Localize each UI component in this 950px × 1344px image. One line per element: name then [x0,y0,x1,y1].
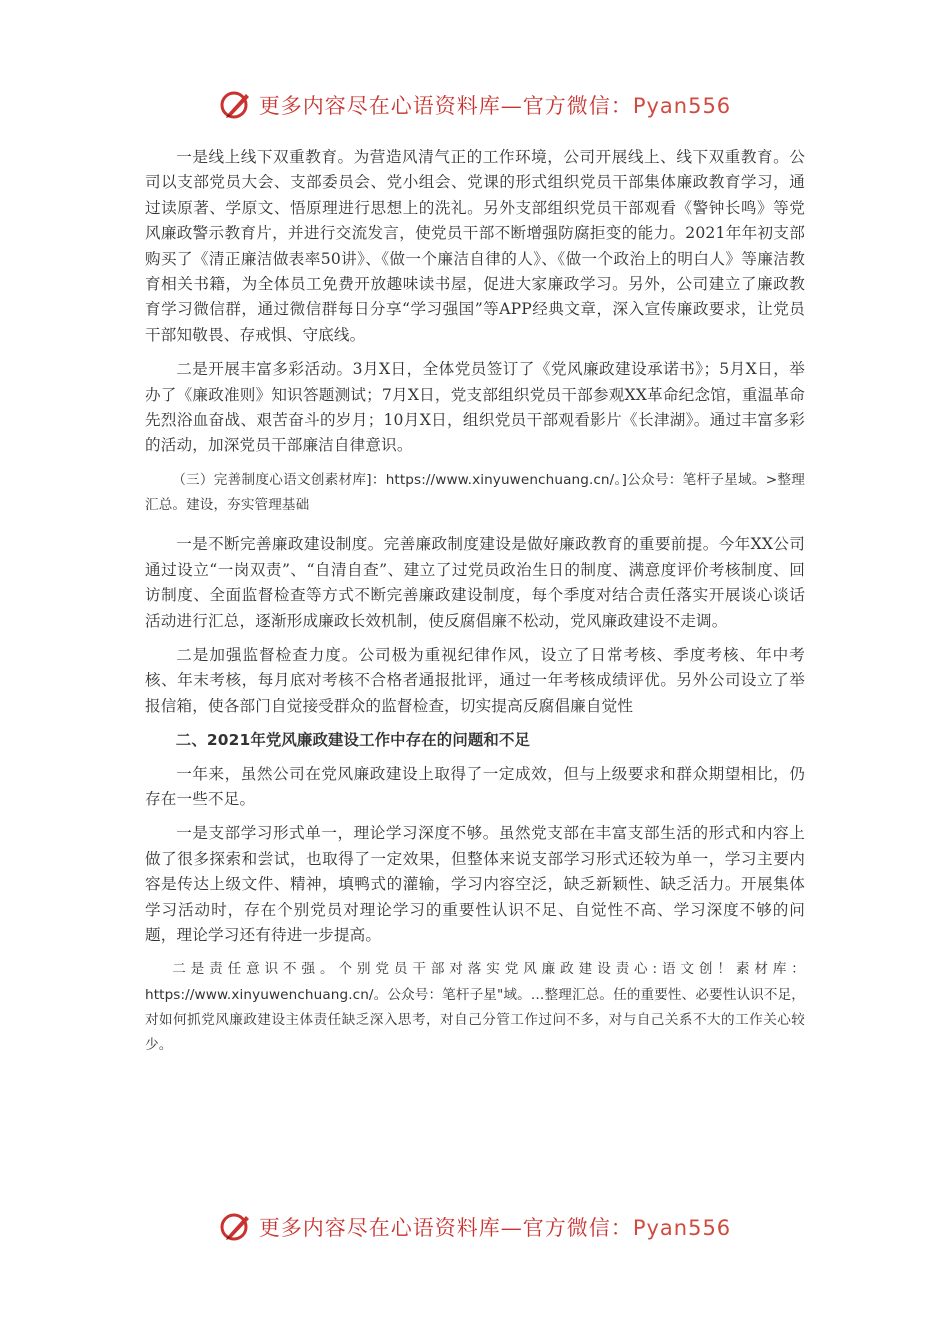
banner-label: 更多内容尽在心语资料库—官方微信： [258,94,633,118]
pen-circle-logo-icon [219,1210,253,1244]
section-heading-problems: 二、2021年党风廉政建设工作中存在的问题和不足 [175,731,531,750]
banner-label: 更多内容尽在心语资料库—官方微信： [258,1216,633,1240]
paragraph-activities: 二是开展丰富多彩活动。3月X日，全体党员签订了《党风廉政建设承诺书》；5月X日，举办了《廉政准则》知识答题测试；7月X日，党支部组织党员干部参观XX革命纪念馆，重温革命先烈浴血奋战、艰苦奋斗的岁月；10月X日，组织党员干部观看影片《长津湖》。通过丰富多彩的活动，加深党员干部廉洁自律意识。 [145,360,805,455]
paragraph-supervision: 二是加强监督检查力度。公司极为重视纪律作风，设立了日常考核、季度考核、年中考核、年末考核，每月底对考核不合格者通报批评，通过一年考核成绩评优。另外公司设立了举报信箱，使各部门自觉接受群众的监督检查，切实提高反腐倡廉自觉性 [145,645,805,715]
banner-text [259,1212,731,1242]
paragraph-learning-form: 一是支部学习形式单一，理论学习深度不够。虽然党支部在丰富支部生活的形式和内容上做了很多探索和尝试，也取得了一定效果，但整体来说支部学习形式还较为单一，学习主要内容是传达上级文件、精神，填鸭式的灌输，学习内容空泛，缺乏新颖性、缺乏活力。开展集体学习活动时，存在个别党员对理论学习的重要性认识不足、自觉性不高、学习深度不够的问题，理论学习还有待进一步提高。 [145,824,805,944]
banner-text [259,90,731,120]
wechat-id: Pyan556 [632,1216,732,1240]
wechat-id: Pyan556 [632,94,732,118]
section-heading-system: （三）完善制度心语文创素材库]：https://www.xinyuwenchuang.cn/。]公众号：笔杆子星域。>整理汇总。建设，夯实管理基础 [145,471,805,514]
pen-circle-logo-icon [219,88,253,122]
header-banner [0,85,950,125]
paragraph-system-improvement: 一是不断完善廉政建设制度。完善廉政制度建设是做好廉政教育的重要前提。今年XX公司通过设立“一岗双责”、“自清自查”、建立了过党员政治生日的制度、满意度评价考核制度、回访制度、全面监督检查等方式不断完善廉政建设制度，每个季度对结合责任落实开展谈心谈话活动进行汇总，逐渐形成廉政长效机制，使反腐倡廉不松动，党风廉政建设不走调。 [145,535,805,630]
paragraph-online-offline-education: 一是线上线下双重教育。为营造风清气正的工作环境，公司开展线上、线下双重教育。公司以支部党员大会、支部委员会、党小组会、党课的形式组织党员干部集体廉政教育学习，通过读原著、学原文、悟原理进行思想上的洗礼。另外支部组织党员干部观看《警钟长鸣》等党风廉政警示教育片，并进行交流发言，使党员干部不断增强防腐拒变的能力。2021年年初支部购买了《清正廉洁做表率50讲》、《做一个廉洁自律的人》、《做一个政治上的明白人》等廉洁教育相关书籍，为全体员工免费开放趣味读书屋，促进大家廉政学习。另外，公司建立了廉政教育学习微信群，通过微信群每日分享“学习强国”等APP经典文章，深入宣传廉政要求，让党员干部知敬畏、存戒惧、守底线。 [145,148,805,344]
paragraph-responsibility: 二是责任意识不强。个别党员干部对落实党风廉政建设责心:语文创！素材库：https://www.xinyuwenchuang.cn/。公众号：笔杆子星"域。…整理汇总。任的重要性、必要性认识不足，对如何抓党风廉政建设主体责任缺乏深入思考，对自己分管工作过问不多，对与自己关系不大的工作关心较少。 [145,961,805,1053]
footer-banner [0,1207,950,1247]
document-body [145,145,805,1067]
paragraph-summary: 一年来，虽然公司在党风廉政建设上取得了一定成效，但与上级要求和群众期望相比，仍存在一些不足。 [145,764,805,808]
